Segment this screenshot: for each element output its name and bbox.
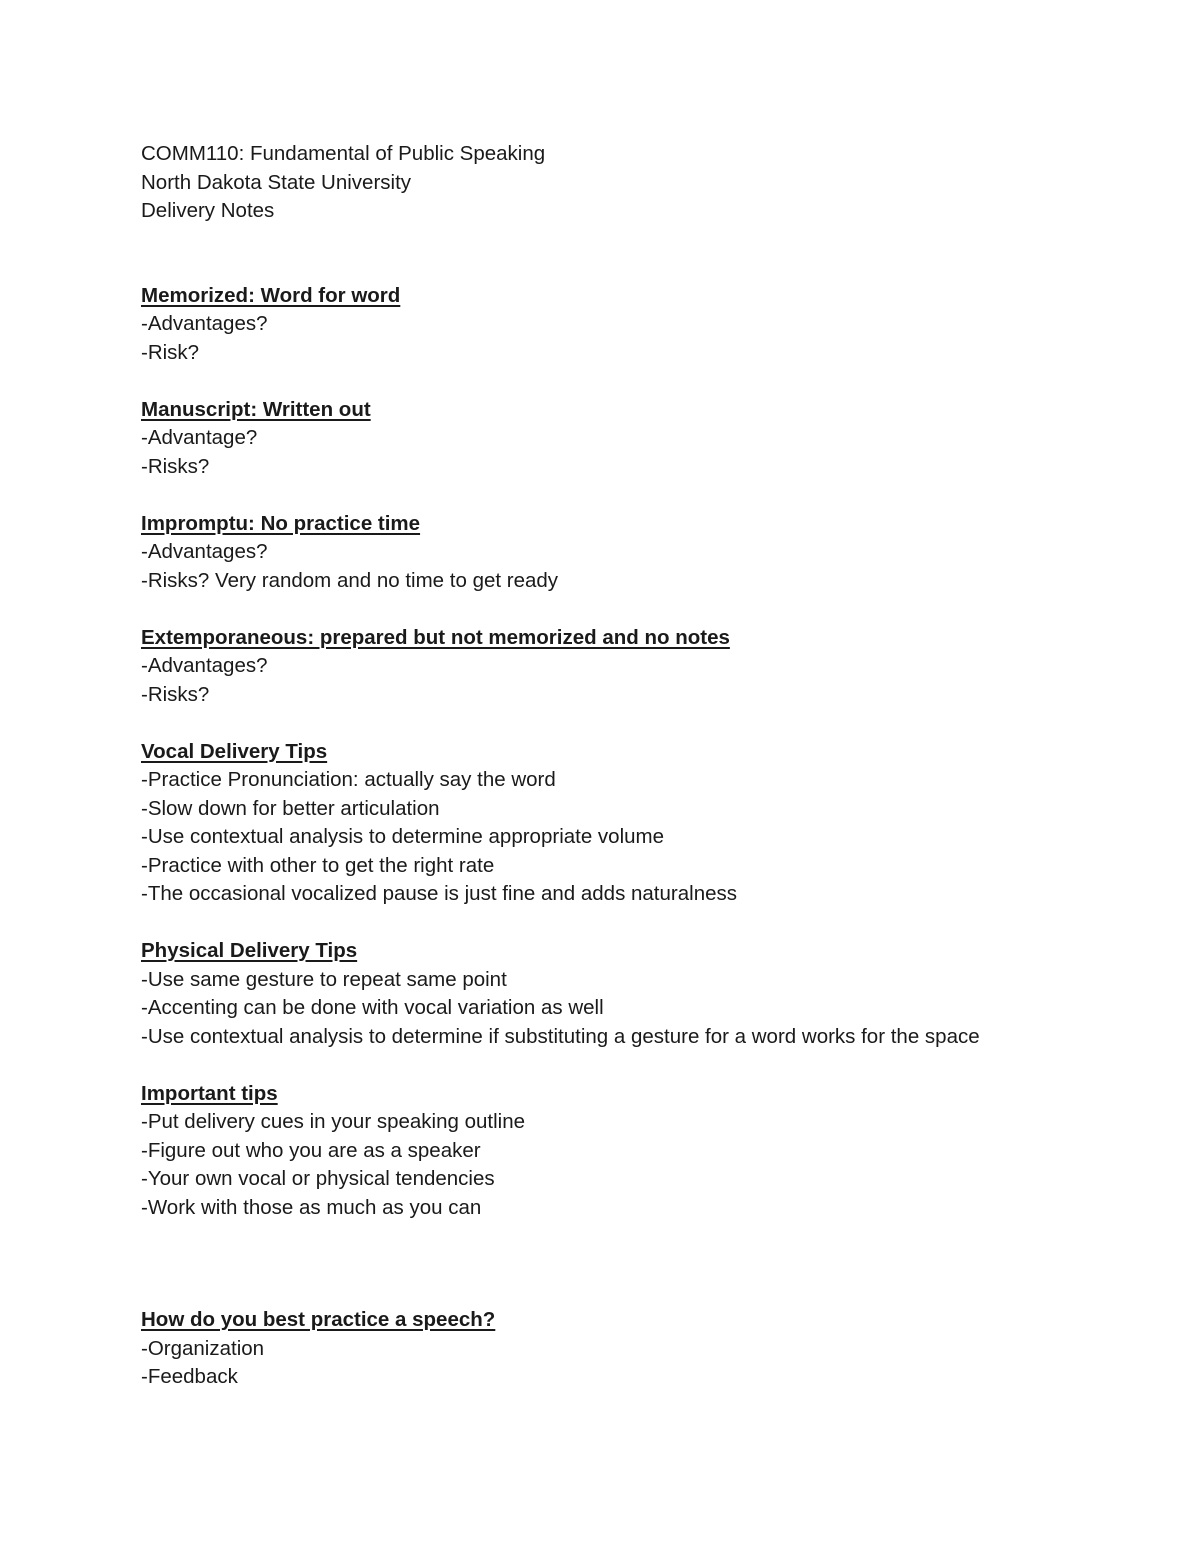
section-manuscript bbox=[141, 396, 1141, 482]
section-heading: Memorized: Word for word bbox=[141, 283, 401, 307]
document-body bbox=[141, 140, 1141, 1392]
section-physical-delivery-tips bbox=[141, 937, 1141, 1051]
list-item: -Put delivery cues in your speaking outline bbox=[141, 1110, 526, 1133]
list-item: -The occasional vocalized pause is just fine and adds naturalness bbox=[141, 882, 737, 905]
list-item: -Your own vocal or physical tendencies bbox=[141, 1167, 495, 1190]
list-item: -Use contextual analysis to determine if substituting a gesture for a word works for the space bbox=[141, 1024, 980, 1048]
list-item: -Advantage? bbox=[141, 426, 258, 449]
list-item: -Risks? bbox=[141, 682, 210, 706]
section-impromptu bbox=[141, 510, 1141, 596]
list-item: -Organization bbox=[141, 1336, 265, 1360]
section-heading: How do you best practice a speech? bbox=[141, 1308, 496, 1331]
course-title: COMM110: Fundamental of Public Speaking bbox=[141, 142, 546, 165]
list-item: -Advantages? bbox=[141, 654, 268, 677]
list-item: -Use contextual analysis to determine appropriate volume bbox=[141, 825, 665, 848]
list-item: -Advantages? bbox=[141, 312, 268, 335]
section-heading: Vocal Delivery Tips bbox=[141, 739, 328, 763]
section-important-tips bbox=[141, 1080, 1141, 1223]
section-heading: Manuscript: Written out bbox=[141, 397, 371, 421]
list-item: -Accenting can be done with vocal variation as well bbox=[141, 996, 604, 1019]
list-item: -Figure out who you are as a speaker bbox=[141, 1138, 481, 1162]
list-item: -Feedback bbox=[141, 1365, 238, 1388]
section-vocal-delivery-tips bbox=[141, 738, 1141, 909]
list-item: -Practice Pronunciation: actually say the word bbox=[141, 768, 556, 791]
section-extemporaneous bbox=[141, 624, 1141, 710]
section-heading: Extemporaneous: prepared but not memorized and no notes bbox=[141, 625, 730, 649]
list-item: -Use same gesture to repeat same point bbox=[141, 967, 507, 991]
section-heading: Physical Delivery Tips bbox=[141, 939, 358, 962]
list-item: -Advantages? bbox=[141, 540, 268, 563]
section-heading: Important tips bbox=[141, 1081, 278, 1105]
section-heading: Impromptu: No practice time bbox=[141, 511, 421, 535]
list-item: -Practice with other to get the right rate bbox=[141, 853, 495, 877]
section-memorized bbox=[141, 282, 1141, 368]
document-title: Delivery Notes bbox=[141, 199, 275, 222]
list-item: -Risk? bbox=[141, 340, 200, 364]
university-name: North Dakota State University bbox=[141, 170, 412, 194]
list-item: -Work with those as much as you can bbox=[141, 1195, 482, 1219]
list-item: -Risks? Very random and no time to get ready bbox=[141, 568, 559, 592]
list-item: -Risks? bbox=[141, 454, 210, 478]
section-practice-speech bbox=[141, 1306, 1141, 1392]
list-item: -Slow down for better articulation bbox=[141, 796, 440, 820]
